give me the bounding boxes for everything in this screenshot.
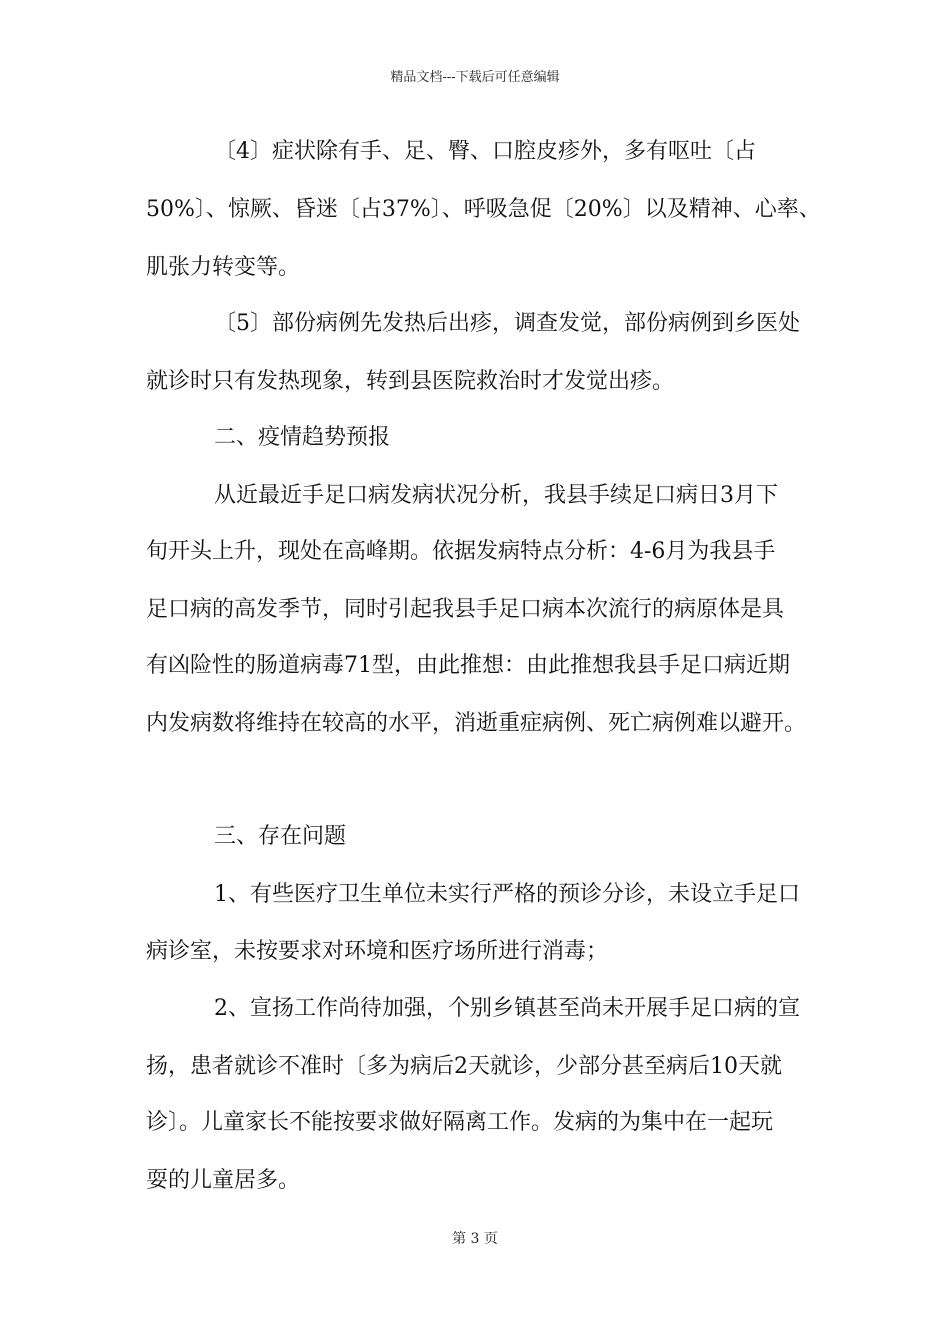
paragraph-line: 旬开头上升，现处在高峰期。依据发病特点分析：4-6月为我县手 — [146, 539, 776, 564]
paragraph-line: 肌张力转变等。 — [146, 255, 301, 280]
paragraph-line: 就诊时只有发热现象，转到县医院救治时才发觉出疹。 — [146, 369, 675, 394]
paragraph-line: 病诊室，未按要求对环境和医疗场所进行消毒； — [146, 939, 609, 964]
paragraph-line: 〔5〕部份病例先发热后出疹，调查发觉，部份病例到乡医处 — [214, 311, 800, 336]
page-header: 精品文档---下载后可任意编辑 — [390, 70, 560, 85]
paragraph-line: 耍的儿童居多。 — [146, 1168, 301, 1193]
paragraph-line: 扬，患者就诊不准时〔多为病后2天就诊，少部分甚至病后10天就 — [146, 1054, 782, 1079]
section-heading: 二、疫情趋势预报 — [214, 425, 391, 450]
paragraph-line: 2、宣扬工作尚待加强，个别乡镇甚至尚未开展手足口病的宣 — [214, 996, 800, 1021]
section-heading: 三、存在问题 — [214, 824, 347, 849]
paragraph-line: 足口病的高发季节，同时引起我县手足口病本次流行的病原体是具 — [146, 597, 785, 622]
paragraph-line: 诊〕。儿童家长不能按要求做好隔离工作。发病的为集中在一起玩 — [146, 1110, 774, 1135]
paragraph-line: 有凶险性的肠道病毒71型，由此推想：由此推想我县手足口病近期 — [146, 653, 790, 678]
paragraph-line: 从近最近手足口病发病状况分析，我县手续足口病日3月下 — [214, 483, 778, 508]
paragraph-line: 〔4〕症状除有手、足、臀、口腔皮疹外，多有呕吐〔占 — [214, 139, 756, 164]
paragraph-line: 1、有些医疗卫生单位未实行严格的预诊分诊，未设立手足口 — [214, 882, 800, 907]
paragraph-line: 内发病数将维持在较高的水平，消逝重症病例、死亡病例难以避开。 — [146, 711, 807, 736]
page-number: 第 3 页 — [452, 1231, 498, 1247]
paragraph-line: 50%〕、惊厥、昏迷〔占37%〕、呼吸急促〔20%〕以及精神、心率、 — [146, 197, 821, 222]
